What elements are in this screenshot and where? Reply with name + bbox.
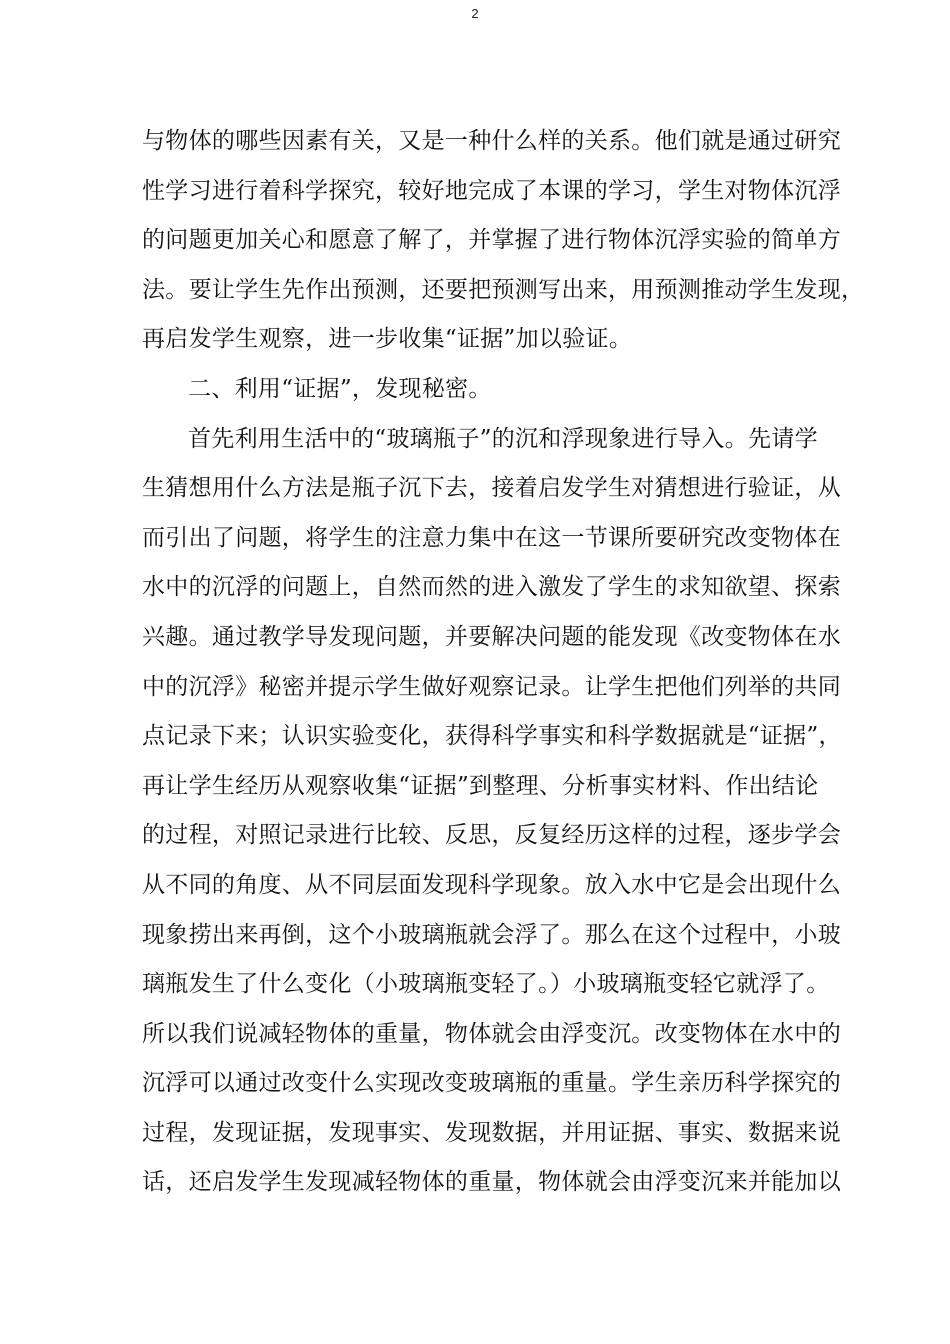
text-line: 再让学生经历从观察收集“证据”到整理、分析事实材料、作出结论 [142,772,819,799]
text-line: 与物体的哪些因素有关，又是一种什么样的关系。他们就是通过研究 [142,128,841,154]
page-number: 2 [471,6,479,21]
text-line: 生猜想用什么方法是瓶子沉下去，接着启发学生对猜想进行验证，从 [142,475,841,502]
document-body [142,117,865,1208]
text-line: 而引出了问题，将学生的注意力集中在这一节课所要研究改变物体在 [142,524,841,551]
text-line: 的过程，对照记录进行比较、反思，反复经历这样的过程，逐步学会 [142,822,841,849]
text-line: 从不同的角度、从不同层面发现科学现象。放入水中它是会出现什么 [142,871,841,898]
text-line: 过程，发现证据，发现事实、发现数据，并用证据、事实、数据来说 [142,1119,841,1146]
text-line: 现象捞出来再倒，这个小玻璃瓶就会浮了。那么在这个过程中，小玻 [142,921,841,948]
text-line: 中的沉浮》秘密并提示学生做好观察记录。让学生把他们列举的共同 [142,673,841,700]
text-line: 的问题更加关心和愿意了解了，并掌握了进行物体沉浮实验的简单方 [142,227,841,254]
text-line: 兴趣。通过教学导发现问题，并要解决问题的能发现《改变物体在水 [142,623,841,650]
text-line: 首先利用生活中的“玻璃瓶子”的沉和浮现象进行导入。先请学 [188,425,818,452]
text-line: 法。要让学生先作出预测，还要把预测写出来，用预测推动学生发现， [142,276,865,303]
text-line: 性学习进行着科学探究，较好地完成了本课的学习，学生对物体沉浮 [142,177,841,204]
text-line: 二、利用“证据”，发现秘密。 [188,375,492,402]
text-line: 再启发学生观察，进一步收集“证据”加以验证。 [142,326,633,353]
text-line: 所以我们说减轻物体的重量，物体就会由浮变沉。改变物体在水中的 [142,1020,841,1047]
text-line: 沉浮可以通过改变什么实现改变玻璃瓶的重量。学生亲历科学探究的 [142,1070,841,1097]
text-line: 水中的沉浮的问题上，自然而然的进入激发了学生的求知欲望、探索 [142,574,841,601]
text-line: 点记录下来；认识实验变化，获得科学事实和科学数据就是“证据”， [142,723,842,750]
text-line: 话，还启发学生发现减轻物体的重量，物体就会由浮变沉来并能加以 [142,1169,841,1196]
text-line: 璃瓶发生了什么变化（小玻璃瓶变轻了。）小玻璃瓶变轻它就浮了。 [142,971,830,998]
